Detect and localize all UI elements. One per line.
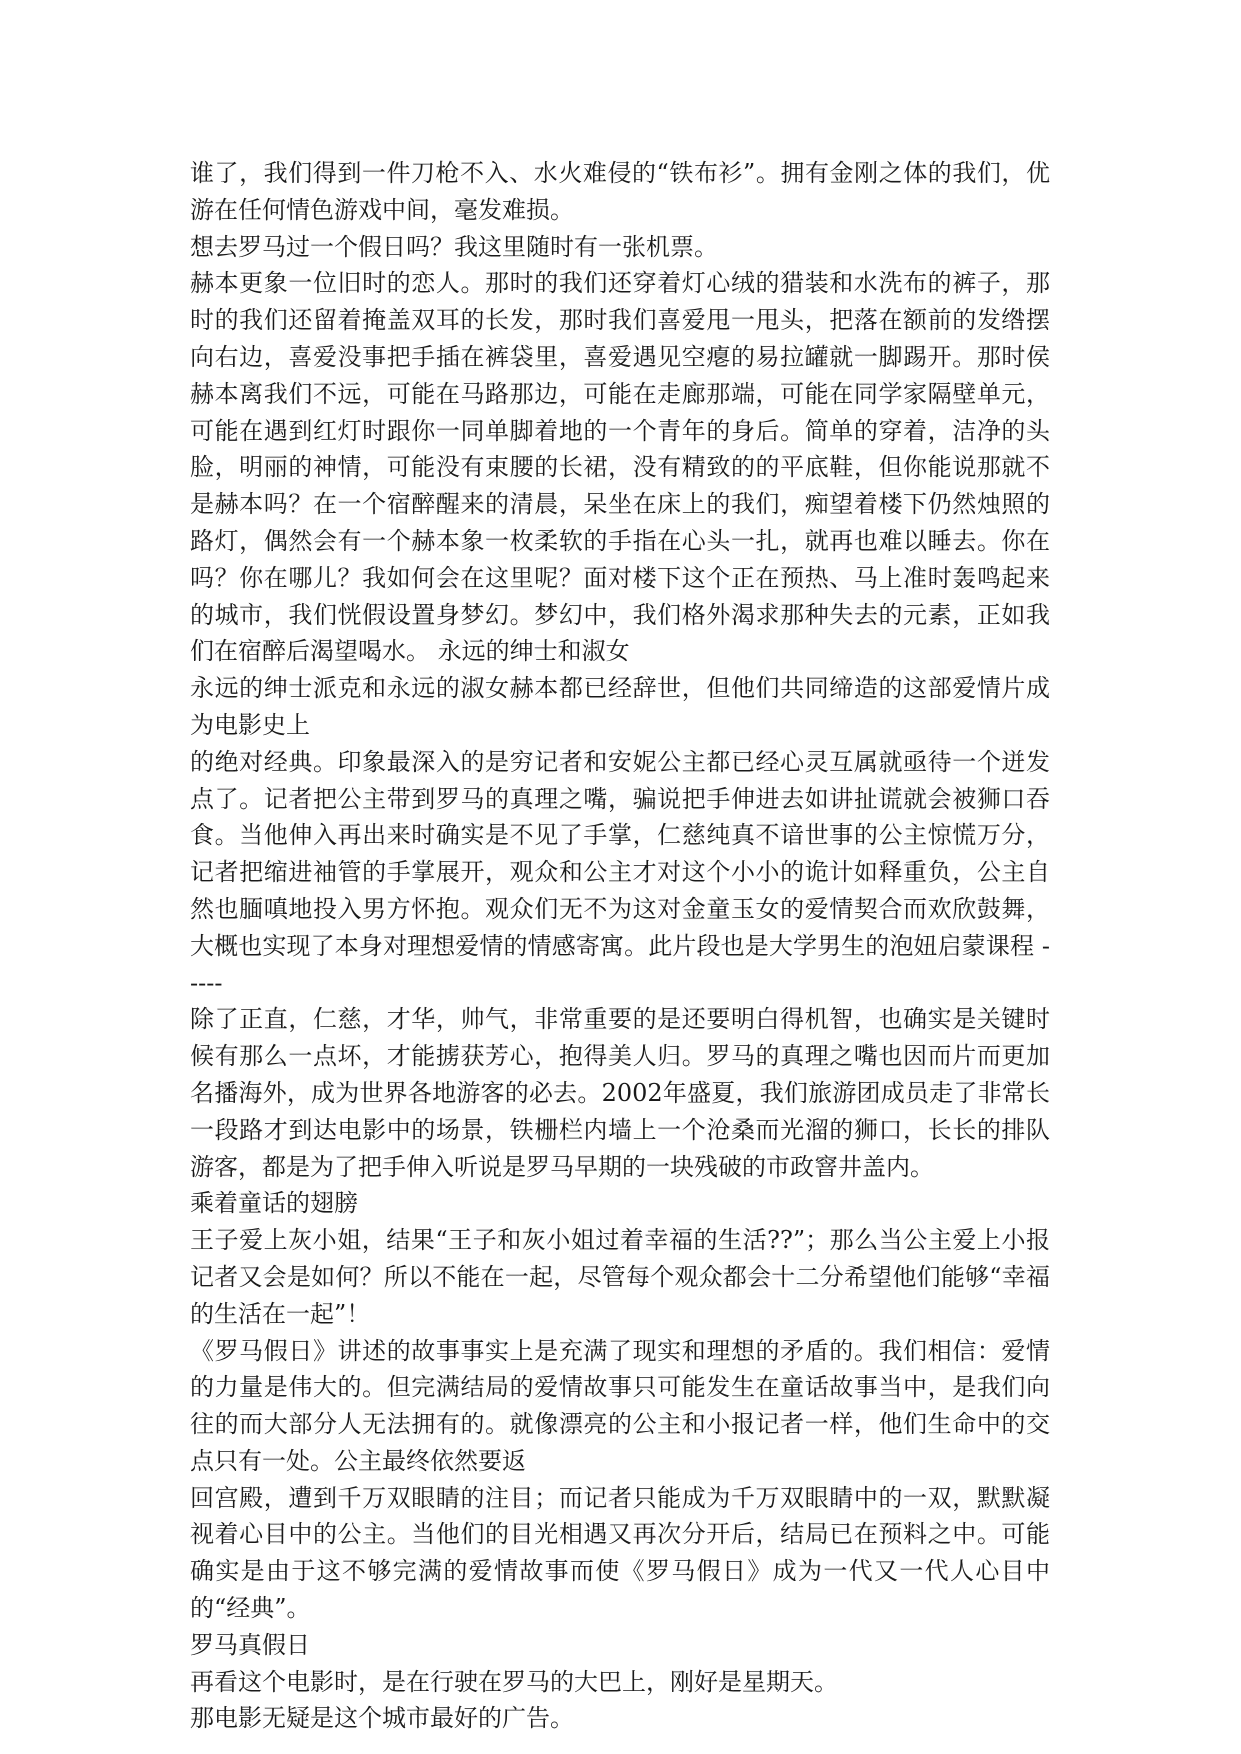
paragraph: 《罗马假日》讲述的故事事实上是充满了现实和理想的矛盾的。我们相信：爱情的力量是伟大的。但完满结局的爱情故事只可能发生在童话故事当中，是我们向往的而大部分人无法拥有的。就像漂亮的公主和小报记者一样，他们生命中的交点只有一处。公主最终依然要返 [190, 1336, 1050, 1475]
paragraph: 回宫殿，遭到千万双眼睛的注目；而记者只能成为千万双眼睛中的一双，默默凝视着心目中的公主。当他们的目光相遇又再次分开后，结局已在预料之中。可能确实是由于这不够完满的爱情故事而使《罗马假日》成为一代又一代人心目中的“经典”。 [190, 1483, 1050, 1623]
paragraph: 那电影无疑是这个城市最好的广告。 [190, 1704, 574, 1733]
paragraph: 永远的绅士派克和永远的淑女赫本都已经辞世，但他们共同缔造的这部爱情片成为电影史上 [190, 674, 1050, 739]
paragraph: 的绝对经典。印象最深入的是穷记者和安妮公主都已经心灵互属就亟待一个迸发点了。记者把公主带到罗马的真理之嘴，骗说把手伸进去如讲扯谎就会被狮口吞食。当他伸入再出来时确实是不见了手掌，仁慈纯真不谙世事的公主惊慌万分，记者把缩进袖管的手掌展开，观众和公主才对这个小小的诡计如释重负，公主自然也腼嗔地投入男方怀抱。观众们无不为这对金童玉女的爱情契合而欢欣鼓舞，大概也实现了本身对理想爱情的情感寄寓。此片段也是大学男生的泡妞启蒙课程 ----- [190, 747, 1050, 997]
section-heading: 罗马真假日 [190, 1630, 310, 1659]
paragraph: 想去罗马过一个假日吗？我这里随时有一张机票。 [190, 232, 718, 261]
paragraph: 王子爱上灰小姐，结果“王子和灰小姐过着幸福的生活??”；那么当公主爱上小报记者又会是如何？所以不能在一起，尽管每个观众都会十二分希望他们能够“幸福的生活在一起”！ [190, 1226, 1050, 1328]
paragraph: 赫本更象一位旧时的恋人。那时的我们还穿着灯心绒的猎装和水洗布的裤子，那时的我们还留着掩盖双耳的长发，那时我们喜爱甩一甩头，把落在额前的发绺摆向右边，喜爱没事把手插在裤袋里，喜爱遇见空瘪的易拉罐就一脚踢开。那时侯赫本离我们不远，可能在马路那边，可能在走廊那端，可能在同学家隔壁单元，可能在遇到红灯时跟你一同单脚着地的一个青年的身后。简单的穿着，洁净的头脸，明丽的神情，可能没有束腰的长裙，没有精致的的平底鞋，但你能说那就不是赫本吗？在一个宿醉醒来的清晨，呆坐在床上的我们，痴望着楼下仍然烛照的路灯，偶然会有一个赫本象一枚柔软的手指在心头一扎，就再也难以睡去。你在吗？你在哪儿？我如何会在这里呢？面对楼下这个正在预热、马上准时轰鸣起来的城市，我们恍假设置身梦幻。梦幻中，我们格外渴求那种失去的元素，正如我们在宿醉后渴望喝水。 永远的绅士和淑女 [190, 269, 1050, 666]
paragraph: 再看这个电影时，是在行驶在罗马的大巴上，刚好是星期天。 [190, 1667, 838, 1696]
paragraph: 除了正直，仁慈，才华，帅气，非常重要的是还要明白得机智，也确实是关键时候有那么一点坏，才能掳获芳心，抱得美人归。罗马的真理之嘴也因而片而更加名播海外，成为世界各地游客的必去。2002年盛夏，我们旅游团成员走了非常长一段路才到达电影中的场景，铁栅栏内墙上一个沧桑而光溜的狮口，长长的排队游客，都是为了把手伸入听说是罗马早期的一块残破的市政窨井盖内。 [190, 1005, 1050, 1181]
paragraph: 谁了，我们得到一件刀枪不入、水火难侵的“铁布衫”。拥有金刚之体的我们，优游在任何情色游戏中间，毫发难损。 [190, 159, 1050, 224]
section-heading: 乘着童话的翅膀 [190, 1189, 358, 1218]
body-text [190, 155, 1050, 1737]
